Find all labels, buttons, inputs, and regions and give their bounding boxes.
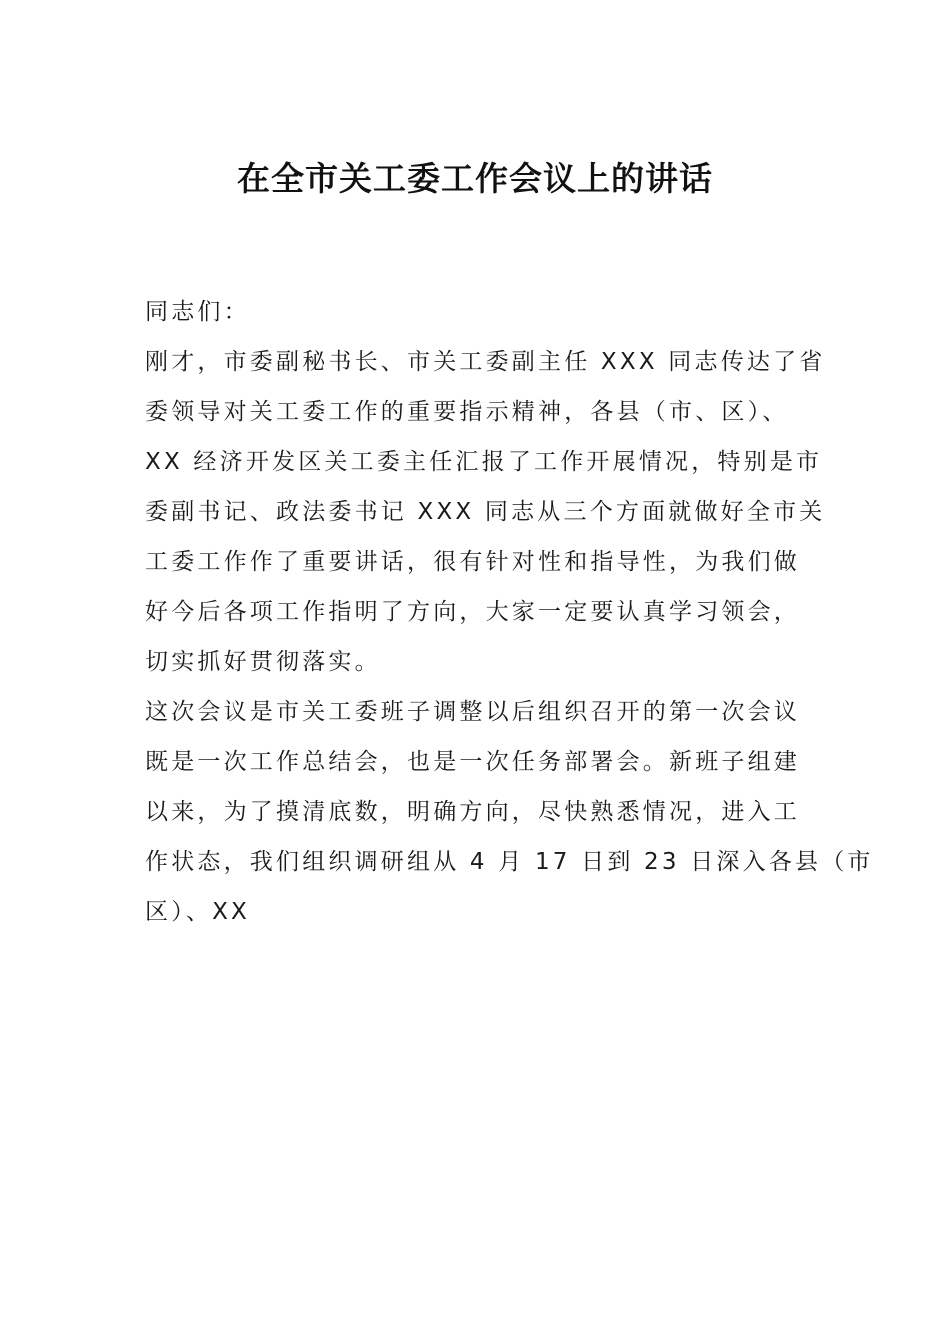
body-line: 刚才，市委副秘书长、市关工委副主任 XXX 同志传达了省 [145, 349, 826, 375]
body-line: 工委工作作了重要讲话，很有针对性和指导性，为我们做 [145, 549, 800, 575]
document-title: 在全市关工委工作会议上的讲话 [237, 159, 713, 198]
body-line: 区）、XX [145, 899, 251, 925]
body-line: 切实抓好贯彻落实。 [145, 649, 381, 675]
body-line-salutation: 同志们： [145, 299, 250, 325]
body-line: 这次会议是市关工委班子调整以后组织召开的第一次会议 [145, 699, 800, 725]
body-line: 既是一次工作总结会，也是一次任务部署会。新班子组建 [145, 749, 800, 775]
body-line: 以来，为了摸清底数，明确方向，尽快熟悉情况，进入工 [145, 799, 800, 825]
body-line: 委副书记、政法委书记 XXX 同志从三个方面就做好全市关 [145, 499, 826, 525]
body-line: 委领导对关工委工作的重要指示精神，各县（市、区）、 [145, 399, 789, 425]
body-line: XX 经济开发区关工委主任汇报了工作开展情况，特别是市 [145, 449, 823, 475]
document-body [145, 287, 874, 937]
body-line: 好今后各项工作指明了方向，大家一定要认真学习领会， [145, 599, 800, 625]
body-line: 作状态，我们组织调研组从 4 月 17 日到 23 日深入各县（市 [145, 849, 874, 875]
